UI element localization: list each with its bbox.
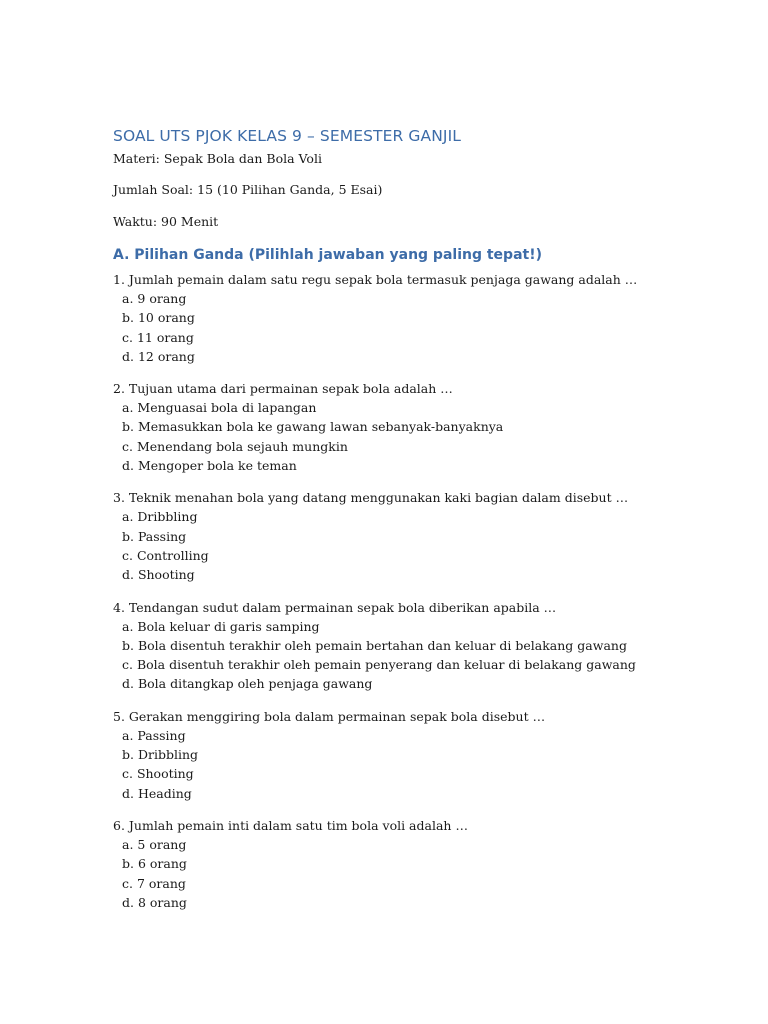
option-d: d. Mengoper bola ke teman	[122, 458, 297, 474]
option-a: a. Menguasai bola di lapangan	[122, 400, 317, 416]
option-list	[113, 289, 713, 366]
question-text: 4. Tendangan sudut dalam permainan sepak bola diberikan apabila …	[113, 599, 557, 615]
question-text: 6. Jumlah pemain inti dalam satu tim bola voli adalah …	[113, 817, 468, 833]
question-text: 5. Gerakan menggiring bola dalam permainan sepak bola disebut …	[113, 708, 546, 724]
option-a: a. Bola keluar di garis samping	[122, 618, 320, 634]
option-list	[113, 617, 713, 694]
waktu-line: Waktu: 90 Menit	[113, 214, 219, 229]
question-text: 3. Teknik menahan bola yang datang menggunakan kaki bagian dalam disebut …	[113, 490, 629, 506]
document-title: SOAL UTS PJOK KELAS 9 – SEMESTER GANJIL	[113, 127, 461, 145]
option-list	[113, 726, 713, 803]
option-d: d. Shooting	[122, 567, 195, 583]
question-list	[113, 270, 713, 912]
option-b: b. Passing	[122, 528, 187, 544]
question-text: 1. Jumlah pemain dalam satu regu sepak bola termasuk penjaga gawang adalah …	[113, 272, 638, 287]
option-a: a. Passing	[122, 727, 186, 743]
option-list	[113, 398, 713, 475]
question-1	[113, 270, 713, 366]
option-b: b. 6 orang	[122, 856, 187, 872]
option-d: d. Heading	[122, 785, 192, 801]
document-page	[113, 124, 713, 912]
jumlah-soal-line: Jumlah Soal: 15 (10 Pilihan Ganda, 5 Esai)	[113, 182, 383, 197]
question-6	[113, 816, 713, 912]
option-list	[113, 835, 713, 912]
option-c: c. Shooting	[122, 766, 194, 782]
option-a: a. Dribbling	[122, 509, 198, 525]
option-d: d. 12 orang	[122, 348, 195, 364]
option-list	[113, 507, 713, 584]
option-c: c. Bola disentuh terakhir oleh pemain penyerang dan keluar di belakang gawang	[122, 657, 636, 673]
option-c: c. Controlling	[122, 547, 209, 563]
question-4	[113, 598, 713, 694]
option-b: b. Bola disentuh terakhir oleh pemain bertahan dan keluar di belakang gawang	[122, 637, 627, 653]
question-2	[113, 379, 713, 475]
option-d: d. 8 orang	[122, 894, 187, 910]
exam-info	[113, 150, 713, 231]
option-c: c. Menendang bola sejauh mungkin	[122, 438, 348, 454]
section-a-heading: A. Pilihan Ganda (Pilihlah jawaban yang paling tepat!)	[113, 247, 542, 263]
option-c: c. 7 orang	[122, 875, 186, 891]
materi-line: Materi: Sepak Bola dan Bola Voli	[113, 151, 322, 166]
question-text: 2. Tujuan utama dari permainan sepak bola adalah …	[113, 381, 453, 397]
option-b: b. Memasukkan bola ke gawang lawan sebanyak-banyaknya	[122, 419, 504, 435]
question-3	[113, 488, 713, 584]
option-c: c. 11 orang	[122, 329, 194, 345]
question-5	[113, 707, 713, 803]
option-b: b. Dribbling	[122, 747, 198, 763]
option-a: a. 5 orang	[122, 836, 187, 852]
option-d: d. Bola ditangkap oleh penjaga gawang	[122, 676, 373, 692]
option-a: a. 9 orang	[122, 291, 187, 306]
option-b: b. 10 orang	[122, 310, 195, 326]
